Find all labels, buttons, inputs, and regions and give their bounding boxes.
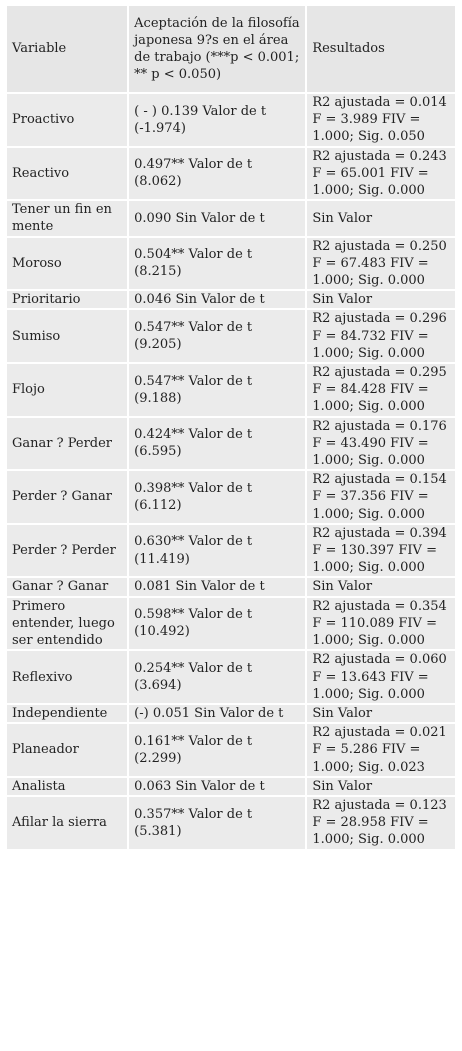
results-table	[5, 4, 457, 851]
cell-variable: Reactivo	[7, 148, 127, 200]
cell-resultados: Sin Valor	[307, 578, 455, 595]
cell-aceptacion: 0.547** Valor de t (9.205)	[129, 310, 305, 362]
cell-aceptacion: 0.081 Sin Valor de t	[129, 578, 305, 595]
table-row	[7, 598, 455, 650]
table-body	[7, 94, 455, 849]
table-row	[7, 471, 455, 523]
cell-aceptacion: 0.504** Valor de t (8.215)	[129, 238, 305, 290]
table-row	[7, 291, 455, 308]
cell-variable: Flojo	[7, 364, 127, 416]
table-row	[7, 94, 455, 146]
cell-resultados: R2 ajustada = 0.060 F = 13.643 FIV = 1.000; Sig. 0.000	[307, 651, 455, 703]
table-row	[7, 364, 455, 416]
cell-aceptacion: 0.424** Valor de t (6.595)	[129, 418, 305, 470]
cell-aceptacion: 0.161** Valor de t (2.299)	[129, 724, 305, 776]
cell-resultados: R2 ajustada = 0.176 F = 43.490 FIV = 1.000; Sig. 0.000	[307, 418, 455, 470]
table-row	[7, 238, 455, 290]
cell-resultados: Sin Valor	[307, 778, 455, 795]
cell-variable: Prioritario	[7, 291, 127, 308]
cell-resultados: R2 ajustada = 0.296 F = 84.732 FIV = 1.000; Sig. 0.000	[307, 310, 455, 362]
cell-variable: Tener un fin en mente	[7, 201, 127, 235]
cell-variable: Perder ? Perder	[7, 525, 127, 577]
cell-variable: Primero entender, luego ser entendido	[7, 598, 127, 650]
table-row	[7, 651, 455, 703]
cell-variable: Planeador	[7, 724, 127, 776]
cell-variable: Afilar la sierra	[7, 797, 127, 849]
header-aceptacion: Aceptación de la filosofía japonesa 9?s en el área de trabajo (***p < 0.001; ** p < 0.050)	[129, 6, 305, 92]
cell-variable: Independiente	[7, 705, 127, 722]
cell-aceptacion: 0.497** Valor de t (8.062)	[129, 148, 305, 200]
table-row	[7, 525, 455, 577]
table-row	[7, 705, 455, 722]
cell-variable: Ganar ? Ganar	[7, 578, 127, 595]
header-row	[7, 6, 455, 92]
table-row	[7, 778, 455, 795]
cell-variable: Ganar ? Perder	[7, 418, 127, 470]
cell-resultados: Sin Valor	[307, 705, 455, 722]
cell-resultados: R2 ajustada = 0.354 F = 110.089 FIV = 1.000; Sig. 0.000	[307, 598, 455, 650]
table-row	[7, 148, 455, 200]
cell-aceptacion: 0.063 Sin Valor de t	[129, 778, 305, 795]
cell-variable: Perder ? Ganar	[7, 471, 127, 523]
cell-resultados: R2 ajustada = 0.250 F = 67.483 FIV = 1.000; Sig. 0.000	[307, 238, 455, 290]
table-row	[7, 724, 455, 776]
table-row	[7, 578, 455, 595]
cell-aceptacion: (-) 0.051 Sin Valor de t	[129, 705, 305, 722]
cell-variable: Proactivo	[7, 94, 127, 146]
cell-aceptacion: 0.357** Valor de t (5.381)	[129, 797, 305, 849]
table-row	[7, 418, 455, 470]
cell-variable: Analista	[7, 778, 127, 795]
cell-aceptacion: 0.630** Valor de t (11.419)	[129, 525, 305, 577]
cell-resultados: Sin Valor	[307, 201, 455, 235]
cell-resultados: R2 ajustada = 0.014 F = 3.989 FIV = 1.000; Sig. 0.050	[307, 94, 455, 146]
cell-resultados: R2 ajustada = 0.021 F = 5.286 FIV = 1.000; Sig. 0.023	[307, 724, 455, 776]
header-resultados: Resultados	[307, 6, 455, 92]
cell-aceptacion: 0.090 Sin Valor de t	[129, 201, 305, 235]
table-row	[7, 310, 455, 362]
cell-aceptacion: 0.547** Valor de t (9.188)	[129, 364, 305, 416]
cell-aceptacion: ( - ) 0.139 Valor de t (-1.974)	[129, 94, 305, 146]
cell-aceptacion: 0.046 Sin Valor de t	[129, 291, 305, 308]
cell-resultados: R2 ajustada = 0.243 F = 65.001 FIV = 1.000; Sig. 0.000	[307, 148, 455, 200]
table-row	[7, 201, 455, 235]
cell-aceptacion: 0.254** Valor de t (3.694)	[129, 651, 305, 703]
cell-resultados: R2 ajustada = 0.295 F = 84.428 FIV = 1.000; Sig. 0.000	[307, 364, 455, 416]
table-row	[7, 797, 455, 849]
cell-resultados: R2 ajustada = 0.394 F = 130.397 FIV = 1.000; Sig. 0.000	[307, 525, 455, 577]
cell-resultados: R2 ajustada = 0.154 F = 37.356 FIV = 1.000; Sig. 0.000	[307, 471, 455, 523]
cell-aceptacion: 0.598** Valor de t (10.492)	[129, 598, 305, 650]
header-variable: Variable	[7, 6, 127, 92]
cell-resultados: R2 ajustada = 0.123 F = 28.958 FIV = 1.000; Sig. 0.000	[307, 797, 455, 849]
cell-variable: Moroso	[7, 238, 127, 290]
cell-aceptacion: 0.398** Valor de t (6.112)	[129, 471, 305, 523]
cell-variable: Reflexivo	[7, 651, 127, 703]
cell-variable: Sumiso	[7, 310, 127, 362]
cell-resultados: Sin Valor	[307, 291, 455, 308]
table-header	[7, 6, 455, 92]
